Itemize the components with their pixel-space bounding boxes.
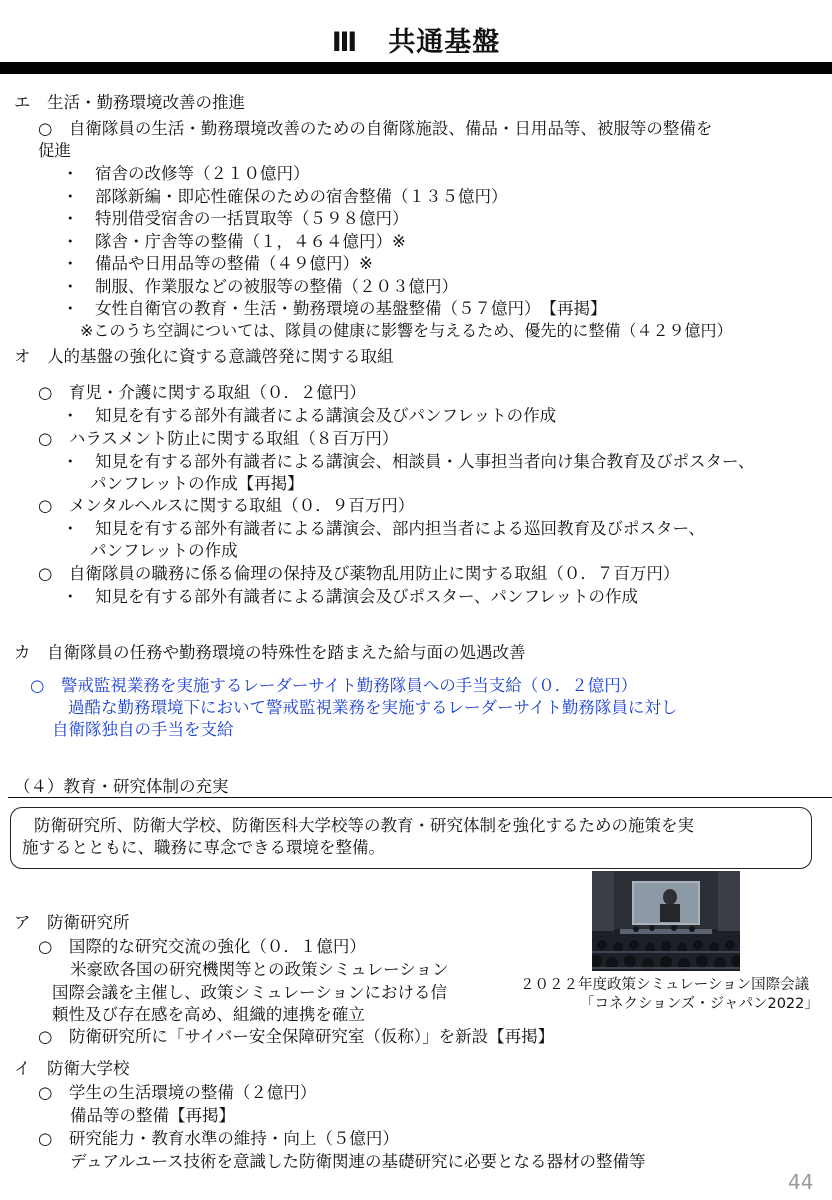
section-e-note: ※このうち空調については、隊員の健康に影響を与えるため、優先的に整備（４２９億円） xyxy=(80,321,733,340)
section-o-item2: ○ ハラスメント防止に関する取組（８百万円） xyxy=(38,429,399,448)
section-e-item-line1: ○ 自衛隊員の生活・勤務環境改善のための自衛隊施設、備品・日用品等、被服等の整備を xyxy=(38,119,713,138)
section-i-item2-line2: デュアルユース技術を意識した防衛関連の基礎研究に必要となる器材の整備等 xyxy=(70,1152,646,1171)
conference-photo-image xyxy=(592,871,740,971)
title-underline-bar xyxy=(0,62,832,74)
section-a-item1: ○ 国際的な研究交流の強化（０．１億円） xyxy=(38,937,366,956)
section-ka-item-line3: 自衛隊独自の手当を支給 xyxy=(52,720,234,739)
section-4-divider xyxy=(8,797,832,798)
photo-caption-line1: ２０２２年度政策シミュレーション国際会議 xyxy=(520,977,810,993)
section-e-bullet: ・ 制服、作業服などの被服等の整備（２０３億円） xyxy=(62,277,458,296)
section-o-item1-bullet: ・ 知見を有する部外有識者による講演会及びパンフレットの作成 xyxy=(62,406,557,425)
section-4-summary-line1: 防衛研究所、防衛大学校、防衛医科大学校等の教育・研究体制を強化するための施策を実 xyxy=(34,816,694,835)
section-o-item3: ○ メンタルヘルスに関する取組（０．９百万円） xyxy=(38,496,415,515)
section-i-heading: イ 防衛大学校 xyxy=(14,1059,130,1078)
section-i-item1-line2: 備品等の整備【再掲】 xyxy=(70,1106,235,1125)
section-e-bullet: ・ 宿舎の改修等（２１０億円） xyxy=(62,164,310,183)
section-o-item3-bullet-cont: パンフレットの作成 xyxy=(90,541,238,560)
chapter-numeral: Ⅲ xyxy=(331,27,359,58)
section-ka-heading: カ 自衛隊員の任務や勤務環境の特殊性を踏まえた給与面の処遇改善 xyxy=(14,643,526,662)
page-title xyxy=(0,20,832,59)
section-o-item2-bullet: ・ 知見を有する部外有識者による講演会、相談員・人事担当者向け集合教育及びポスター、 xyxy=(62,452,755,471)
section-i-item1: ○ 学生の生活環境の整備（２億円） xyxy=(38,1083,317,1102)
section-ka-item-line2: 過酷な勤務環境下において警戒監視業務を実施するレーダーサイト勤務隊員に対し xyxy=(68,698,678,717)
section-4-heading: （４）教育・研究体制の充実 xyxy=(14,777,229,796)
section-o-item4-bullet: ・ 知見を有する部外有識者による講演会及びポスター、パンフレットの作成 xyxy=(62,587,639,606)
section-a-item1-line3: 国際会議を主催し、政策シミュレーションにおける信 xyxy=(52,983,448,1002)
section-i-item2: ○ 研究能力・教育水準の維持・向上（５億円） xyxy=(38,1129,399,1148)
section-e-bullet: ・ 部隊新編・即応性確保のための宿舎整備（１３５億円） xyxy=(62,187,508,206)
photo-caption-line2: 「コネクションズ・ジャパン2022」 xyxy=(580,996,819,1012)
section-e-heading: エ 生活・勤務環境改善の推進 xyxy=(14,93,245,112)
conference-photo xyxy=(592,871,740,971)
section-o-heading: オ 人的基盤の強化に資する意識啓発に関する取組 xyxy=(14,347,394,366)
section-e-item-line2: 促進 xyxy=(38,141,71,160)
section-a-item1-line4: 頼性及び存在感を高め、組織的連携を確立 xyxy=(52,1005,365,1024)
chapter-title: 共通基盤 xyxy=(388,27,501,58)
section-4-summary xyxy=(22,815,694,859)
section-a-item1-line2: 米豪欧各国の研究機関等との政策シミュレーション xyxy=(70,960,449,979)
section-o-item3-bullet: ・ 知見を有する部外有識者による講演会、部内担当者による巡回教育及びポスター、 xyxy=(62,519,705,538)
section-e-bullet: ・ 備品や日用品等の整備（４９億円）※ xyxy=(62,254,373,273)
page-number: 44 xyxy=(788,1170,814,1194)
section-e-bullet: ・ 特別借受宿舎の一括買取等（５９８億円） xyxy=(62,209,409,228)
section-a-item2: ○ 防衛研究所に「サイバー安全保障研究室（仮称）」を新設【再掲】 xyxy=(38,1027,555,1046)
section-o-item1: ○ 育児・介護に関する取組（０．２億円） xyxy=(38,383,366,402)
section-o-item4: ○ 自衛隊員の職務に係る倫理の保持及び薬物乱用防止に関する取組（０．７百万円） xyxy=(38,564,680,583)
section-4-summary-line2: 施するとともに、職務に専念できる環境を整備。 xyxy=(22,838,385,857)
section-e-bullet: ・ 女性自衛官の教育・生活・勤務環境の基盤整備（５７億円） 【再掲】 xyxy=(62,299,607,318)
section-e-bullet: ・ 隊舎・庁舎等の整備（１，４６４億円）※ xyxy=(62,232,406,251)
section-a-heading: ア 防衛研究所 xyxy=(14,913,130,932)
section-o-item2-bullet-cont: パンフレットの作成【再掲】 xyxy=(90,474,304,493)
section-ka-item: ○ 警戒監視業務を実施するレーダーサイト勤務隊員への手当支給（０．２億円） xyxy=(30,676,638,695)
